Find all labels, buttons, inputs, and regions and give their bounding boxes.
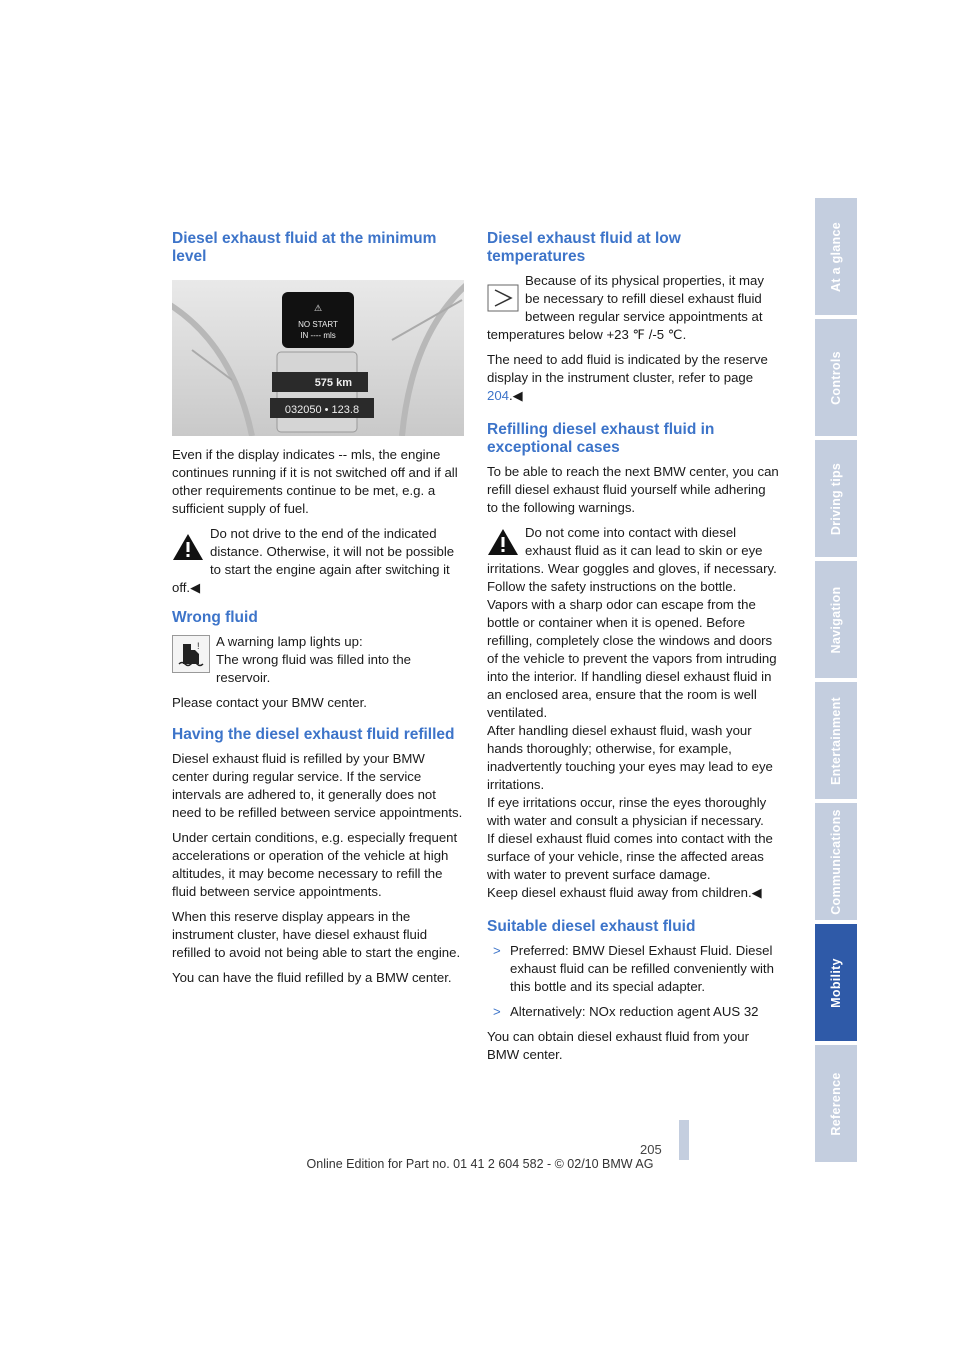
- svg-text:⚠: ⚠: [313, 303, 323, 313]
- wrong-fluid-note: [172, 633, 464, 687]
- note-arrow-icon: [487, 284, 519, 312]
- heading-exceptional: Refilling diesel exhaust fluid in exceptional cases: [487, 421, 715, 456]
- tab-driving-tips[interactable]: Driving tips: [815, 440, 857, 557]
- tab-reference[interactable]: Reference: [815, 1045, 857, 1162]
- tab-mobility[interactable]: Mobility: [815, 924, 857, 1041]
- wrong-lamp-text: A warning lamp lights up:: [216, 634, 363, 649]
- heading-low-temp: Diesel exhaust fluid at low temperatures: [487, 230, 681, 265]
- tab-controls[interactable]: Controls: [815, 319, 857, 436]
- wrong-fluid-text: The wrong fluid was filled into the reservoir.: [216, 652, 411, 685]
- refilled-paragraph-4: You can have the fluid refilled by a BMW center.: [172, 970, 452, 985]
- footer-bar: [679, 1120, 689, 1160]
- refilled-paragraph-3: When this reserve display appears in the instrument cluster, have diesel exhaust fluid refilled to avoid not being able to start the engine.: [172, 909, 461, 960]
- display-paragraph: Even if the display indicates -- mls, the engine continues running if it is not switched off and if all other requirements continue to be met, e.g. a sufficient supply of fuel.: [172, 447, 458, 516]
- warning-note-drive: [172, 525, 464, 597]
- heading-suitable: Suitable diesel exhaust fluid: [487, 918, 696, 935]
- tab-at-a-glance[interactable]: At a glance: [815, 198, 857, 315]
- list-item: > Alternatively: NOx reduction agent AUS 32: [493, 1004, 759, 1019]
- low-temp-note-text: Because of its physical properties, it may be necessary to refill diesel exhaust fluid between regular service appointments at temperatures below +23 ℉ /-5 ℃.: [487, 273, 764, 342]
- warning-wash-text: After handling diesel exhaust fluid, wash your hands thoroughly; otherwise, for example, inadvertently touching your eyes may lead to eye irritations.: [487, 723, 773, 792]
- warning-vapors-text: Vapors with a sharp odor can escape from the bottle or container when it is opened. Before refilling, completely close the windows and doors of the vehicle to prevent the vapors from intruding into the interior. If handling diesel exhaust fluid in an enclosed area, ensure that the room is well ventilated.: [487, 597, 777, 720]
- exceptional-paragraph: To be able to reach the next BMW center, you can refill diesel exhaust fluid yourself while adhering to the following warnings.: [487, 464, 779, 515]
- obtain-paragraph: You can obtain diesel exhaust fluid from your BMW center.: [487, 1029, 749, 1062]
- display-odometer: 032050 • 123.8: [284, 404, 360, 416]
- list-item: > Preferred: BMW Diesel Exhaust Fluid. Diesel exhaust fluid can be refilled conveniently with this bottle and its special adapter.: [493, 943, 774, 994]
- low-temp-paragraph: The need to add fluid is indicated by the reserve display in the instrument cluster, refer to page 204.◀: [487, 352, 768, 403]
- tab-entertainment[interactable]: Entertainment: [815, 682, 857, 799]
- low-temp-note: [487, 272, 779, 344]
- heading-wrong-fluid: Wrong fluid: [172, 609, 258, 626]
- left-column: [172, 230, 464, 994]
- warning-note-contact: [487, 524, 779, 902]
- display-in-mls: IN ---- mls: [300, 331, 336, 340]
- footer-text: Online Edition for Part no. 01 41 2 604 582 - © 02/10 BMW AG: [306, 1157, 654, 1171]
- fluid-warning-lamp-icon: [172, 635, 210, 673]
- warning-surface-text: If diesel exhaust fluid comes into contact with the surface of your vehicle, rinse the affected areas with water to prevent surface damage.: [487, 831, 773, 882]
- instrument-cluster-figure: [172, 280, 464, 436]
- tab-navigation[interactable]: Navigation: [815, 561, 857, 678]
- warning-contact-text: Do not come into contact with diesel exhaust fluid as it can lead to skin or eye irritations. Wear goggles and gloves, if necessary. Follow the safety instructions on the bottle.: [487, 525, 777, 594]
- right-column: [487, 230, 779, 1071]
- warning-triangle-icon: [487, 528, 519, 556]
- suitable-list: [487, 942, 779, 1021]
- warning-children-text: Keep diesel exhaust fluid away from children.◀: [487, 885, 762, 900]
- chapter-tabs: [815, 198, 857, 1166]
- page-link[interactable]: 204: [487, 388, 510, 403]
- tab-communications[interactable]: Communications: [815, 803, 857, 920]
- refilled-paragraph-2: Under certain conditions, e.g. especially frequent accelerations or operation of the vehicle at high altitudes, it may become necessary to refill the fluid between service appointments.: [172, 830, 458, 899]
- refilled-paragraph-1: Diesel exhaust fluid is refilled by your BMW center during regular service. If the service intervals are adhered to, it generally does not need to be refilled between service appointments.: [172, 751, 463, 820]
- svg-text:!: !: [197, 641, 200, 651]
- page-number: 205: [640, 1142, 662, 1157]
- warning-triangle-icon: [172, 533, 204, 561]
- display-no-start: NO START: [298, 320, 338, 329]
- heading-min-level: Diesel exhaust fluid at the minimum level: [172, 230, 437, 265]
- heading-refilled: Having the diesel exhaust fluid refilled: [172, 726, 455, 743]
- wrong-contact-text: Please contact your BMW center.: [172, 695, 367, 710]
- warning-drive-text: Do not drive to the end of the indicated distance. Otherwise, it will not be possible to start the engine again after switching it off.◀: [172, 526, 455, 595]
- display-km: 575 km: [314, 377, 352, 389]
- warning-eye-text: If eye irritations occur, rinse the eyes thoroughly with water and consult a physician if necessary.: [487, 795, 767, 828]
